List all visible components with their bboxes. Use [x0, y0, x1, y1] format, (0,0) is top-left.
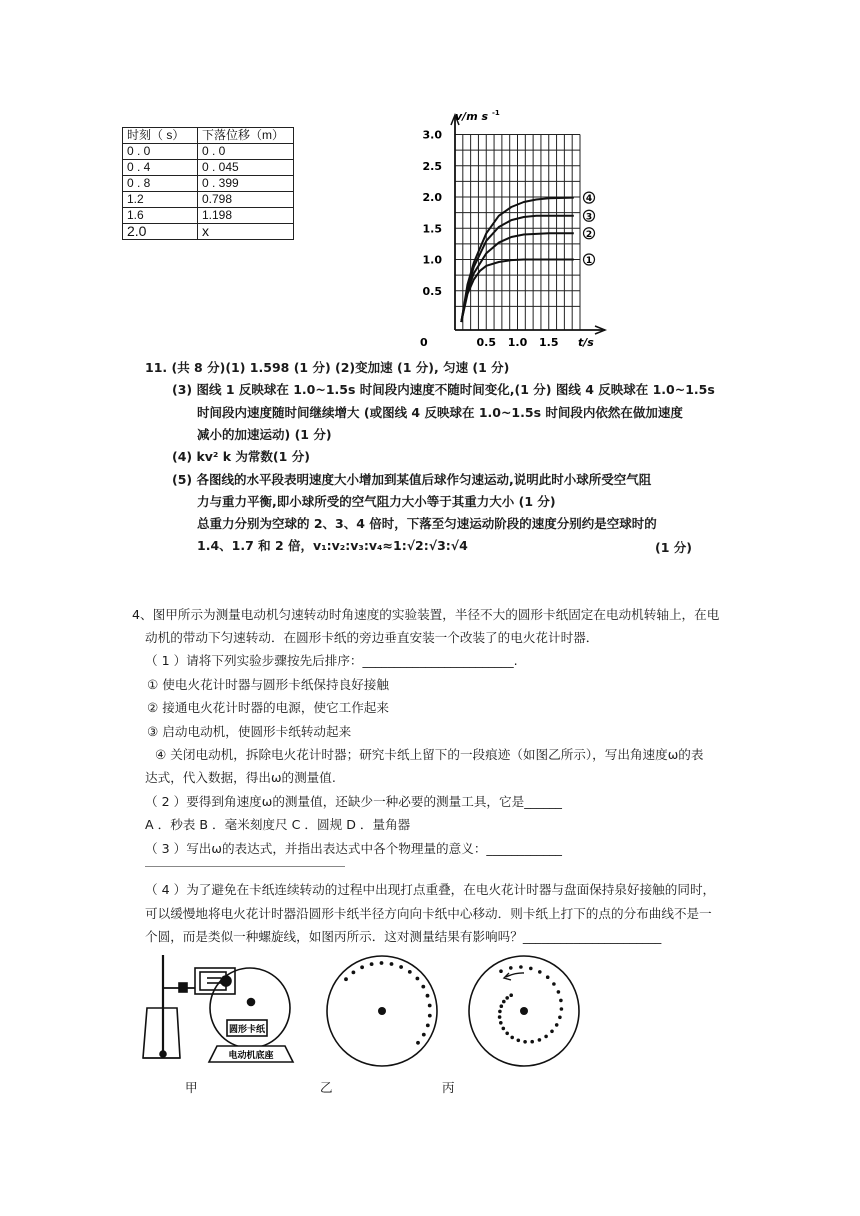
table-header-cell: 时刻（ s） — [123, 128, 198, 144]
spiral-dot — [529, 967, 533, 971]
question-intro-1: 4、图甲所示为测量电动机匀速转动时角速度的实验装置，半径不大的圆形卡纸固定在电动机转轴上，在电 — [132, 607, 720, 622]
trace-dot — [399, 965, 403, 969]
spiral-dot — [558, 1016, 562, 1020]
y-tick-label: 1.5 — [422, 222, 442, 236]
series-label-1: 1 — [585, 256, 593, 266]
table-cell: 0 . 0 — [123, 144, 198, 160]
trace-dot — [408, 970, 412, 974]
step-2: ② 接通电火花计时器的电源，使它工作起来 — [147, 700, 389, 715]
question-part-2: （ 2 ）要得到角速度ω的测量值，还缺少一种必要的测量工具，它是______ — [145, 794, 562, 809]
trace-dot — [416, 1041, 420, 1045]
spiral-dot — [550, 1030, 554, 1034]
label-base: 电动机底座 — [228, 1051, 274, 1061]
trace-dot — [390, 962, 394, 966]
table-header-cell: 下落位移（m） — [198, 128, 294, 144]
trace-dot — [344, 977, 348, 981]
answer-line-5: (4) kv² k 为常数(1 分) — [172, 449, 310, 464]
spiral-dot — [560, 1007, 564, 1011]
y-tick-label: 2.5 — [422, 159, 442, 173]
answer-line-9: 1.4、1.7 和 2 倍，v₁:v₂:v₃:v₄≈1:√2:√3:√4 — [197, 538, 468, 553]
step-3: ③ 启动电动机，使圆形卡纸转动起来 — [147, 724, 352, 739]
table-cell: 0 . 045 — [198, 160, 294, 176]
figure-spiral-disc — [462, 955, 587, 1070]
y-axis-label: v/m s — [455, 110, 489, 123]
table-cell: 1.6 — [123, 208, 198, 224]
spiral-dot — [557, 990, 561, 994]
spiral-dot — [530, 1040, 534, 1044]
spiral-dot — [517, 1039, 521, 1043]
chart-grid — [451, 115, 605, 334]
table-cell: 0 . 4 — [123, 160, 198, 176]
chart-series — [461, 192, 594, 322]
y-tick-label: 3.0 — [422, 128, 442, 142]
table-row — [123, 192, 294, 208]
trace-dot — [416, 977, 420, 981]
step-4-a: ④ 关闭电动机，拆除电火花计时器；研究卡纸上留下的一段痕迹（如图乙所示），写出角速度ω的表 — [155, 747, 704, 762]
step-4-b: 达式，代入数据，得出ω的测量值. — [145, 770, 336, 785]
spiral-dot — [544, 1035, 548, 1039]
table-cell: 1.2 — [123, 192, 198, 208]
table-row — [123, 176, 294, 192]
question-intro-2: 动机的带动下匀速转动．在圆形卡纸的旁边垂直安装一个改装了的电火花计时器． — [145, 630, 599, 645]
y-tick-label: 1.0 — [422, 253, 442, 267]
answer-line-4: 减小的加速运动) (1 分) — [197, 427, 332, 442]
series-label-4: 4 — [585, 194, 593, 205]
table-cell: x — [198, 224, 294, 240]
spiral-dot — [505, 1032, 509, 1036]
table-header-row — [123, 128, 294, 144]
table-cell: 1.198 — [198, 208, 294, 224]
caption-bing: 丙 — [442, 1080, 455, 1095]
trace-dot — [422, 1033, 426, 1037]
velocity-time-chart — [415, 105, 615, 350]
y-tick-label: 2.0 — [422, 191, 442, 204]
chart-labels — [420, 109, 594, 349]
table-row — [123, 144, 294, 160]
trace-dot — [352, 971, 356, 975]
series-label-2: 2 — [585, 229, 593, 240]
answer-line-3: 时间段内速度随时间继续增大 (或图线 4 反映球在 1.0~1.5s 时间段内依然在做加速度 — [197, 405, 683, 420]
step-1: ① 使电火花计时器与圆形卡纸保持良好接触 — [147, 677, 389, 692]
spiral-dot — [502, 1000, 506, 1004]
spiral-dot — [498, 1015, 502, 1019]
spiral-dot — [509, 993, 513, 997]
answer-line-8: 总重力分别为空球的 2、3、4 倍时，下落至匀速运动阶段的速度分别约是空球时的 — [197, 516, 657, 531]
trace-dot — [428, 1004, 432, 1008]
data-table — [122, 127, 294, 240]
spiral-dot — [523, 1040, 527, 1044]
y-tick-label: 0.5 — [422, 284, 442, 298]
answer-line-2: (3) 图线 1 反映球在 1.0~1.5s 时间段内速度不随时间变化,(1 分) 图线 4 反映球在 1.0~1.5s — [172, 382, 715, 397]
spiral-dot — [552, 982, 556, 986]
spiral-dot — [519, 965, 523, 969]
spiral-dot — [559, 999, 563, 1003]
table-cell: 2.0 — [123, 224, 198, 240]
table-row — [123, 208, 294, 224]
origin-label: 0 — [420, 336, 428, 349]
question-part-4-a: （ 4 ）为了避免在卡纸连续转动的过程中出现打点重叠，在电火花计时器与盘面保持泉好接触的同时， — [145, 882, 716, 897]
spiral-dot — [505, 996, 509, 1000]
spiral-dot — [546, 975, 550, 979]
trace-dot — [428, 1014, 432, 1018]
spiral-dot — [510, 1036, 514, 1040]
answer-line-6: (5) 各图线的水平段表明速度大小增加到某值后球作匀速运动,说明此时小球所受空气阻 — [172, 472, 652, 487]
spiral-dot — [538, 1038, 542, 1042]
y-axis-label-sup: -1 — [492, 109, 500, 117]
blank-line — [145, 866, 345, 867]
x-tick-label: 0.5 — [476, 336, 496, 349]
question-part-4-c: 个圆，而是类似一种螺旋线，如图丙所示．这对测量结果有影响吗？______________________ — [145, 929, 662, 944]
spiral-dot — [500, 1004, 504, 1008]
trace-dot — [380, 961, 384, 965]
trace-dot — [370, 962, 374, 966]
question-part-1: （ 1 ）请将下列实验步骤按先后排序：________________________. — [145, 653, 518, 668]
spiral-dot — [509, 966, 513, 970]
trace-dot — [426, 1024, 430, 1028]
spiral-dot — [555, 1023, 559, 1027]
table-cell: 0 . 8 — [123, 176, 198, 192]
series-label-3: 3 — [585, 212, 593, 223]
x-tick-label: 1.0 — [507, 336, 528, 349]
trace-dot — [426, 994, 430, 998]
answer-line-7: 力与重力平衡,即小球所受的空气阻力大小等于其重力大小 (1 分) — [197, 494, 556, 509]
question-part-3: （ 3 ）写出ω的表达式，并指出表达式中各个物理量的意义：____________ — [145, 841, 562, 856]
label-card: 圆形卡纸 — [228, 1025, 266, 1035]
x-tick-label: 1.5 — [539, 336, 559, 349]
table-cell: 0 . 399 — [198, 176, 294, 192]
figure-apparatus — [135, 950, 305, 1065]
spiral-dot — [498, 1010, 502, 1014]
x-axis-label: t/s — [578, 336, 594, 349]
spiral-dot — [502, 1027, 506, 1031]
answer-line-1: 11. (共 8 分)(1) 1.598 (1 分) (2)变加速 (1 分), 匀速 (1 分) — [145, 360, 510, 375]
question-part-4-b: 可以缓慢地将电火花计时器沿圆形卡纸半径方向向卡纸中心移动．则卡纸上打下的点的分布曲线不是一 — [145, 906, 712, 921]
table-cell: 0.798 — [198, 192, 294, 208]
table-row — [123, 224, 294, 240]
trace-dot — [421, 985, 425, 989]
answer-options: A ．秒表 B ．毫米刻度尺 C ．圆规 D ．量角器 — [145, 817, 411, 832]
trace-dot — [360, 965, 364, 969]
answer-line-9-score: (1 分) — [655, 540, 692, 555]
figure-dots-disc — [320, 955, 445, 1070]
table-row — [123, 160, 294, 176]
table-cell: 0 . 0 — [198, 144, 294, 160]
caption-yi: 乙 — [320, 1080, 333, 1095]
spiral-dot — [538, 970, 542, 974]
caption-jia: 甲 — [185, 1080, 198, 1095]
spiral-dot — [499, 969, 503, 973]
spiral-dot — [499, 1021, 503, 1025]
